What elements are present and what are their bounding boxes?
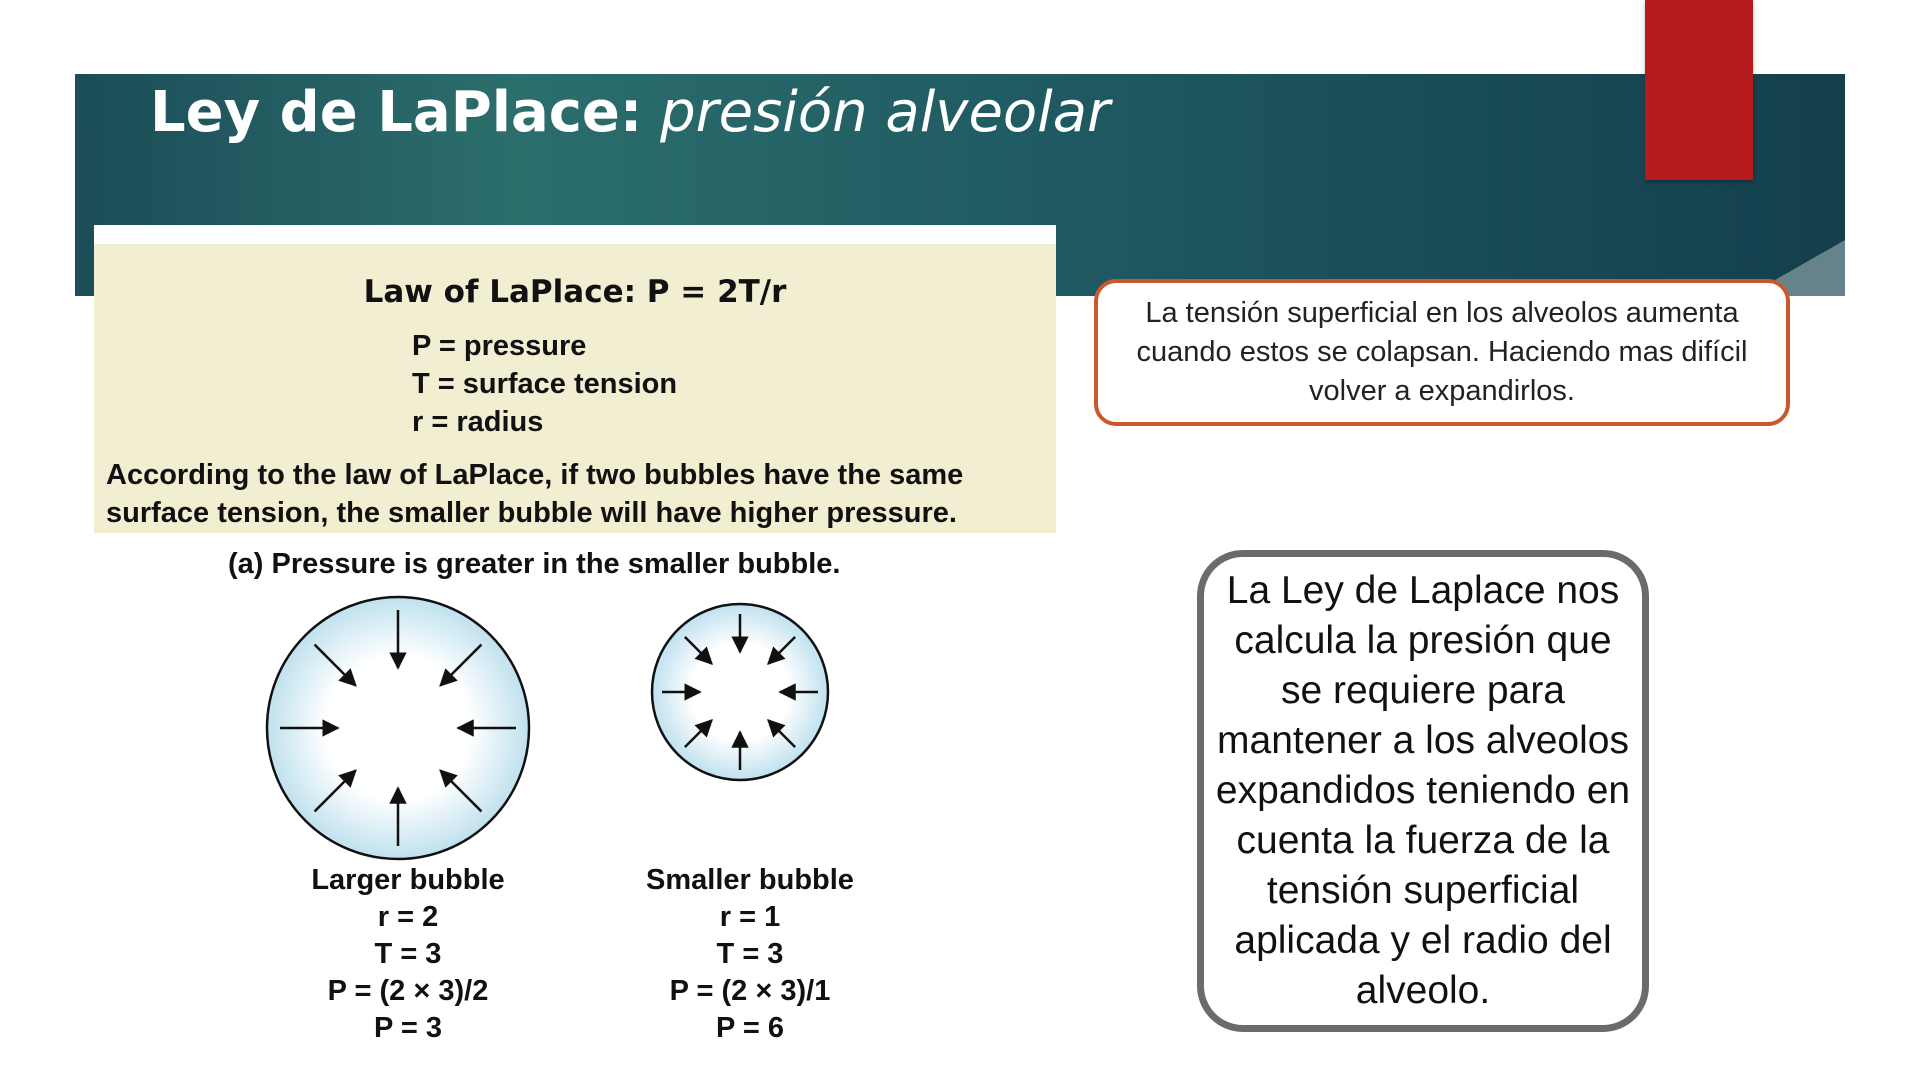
slide-title-italic: presión alveolar <box>660 80 1111 145</box>
law-definition-pressure: P = pressure <box>412 330 587 362</box>
callout-laplace-explanation <box>1197 550 1649 1032</box>
law-definition-radius: r = radius <box>412 406 544 438</box>
smaller-bubble-radius: r = 1 <box>719 901 781 933</box>
larger-bubble-name: Larger bubble <box>311 864 505 896</box>
callout-surface-tension-text: La tensión superficial en los alveolos aumenta cuando estos se colapsan. Haciendo mas difícil volver a expandirlos. <box>1136 297 1748 407</box>
larger-bubble-label <box>268 864 548 1045</box>
law-definition-tension: T = surface tension <box>412 368 678 400</box>
smaller-bubble-formula: P = (2 × 3)/1 <box>669 975 831 1007</box>
smaller-bubble-pressure: P = 6 <box>716 1012 784 1044</box>
smaller-bubble-name: Smaller bubble <box>646 864 854 896</box>
law-note: According to the law of LaPlace, if two bubbles have the same surface tension, the smaller bubble will have higher pressure. <box>106 459 964 529</box>
figure-caption-text: Pressure is greater in the smaller bubble. <box>271 548 841 580</box>
larger-bubble-formula: P = (2 × 3)/2 <box>327 975 489 1007</box>
larger-bubble-tension: T = 3 <box>374 938 442 970</box>
smaller-bubble-label <box>610 864 890 1045</box>
law-title: Law of LaPlace: P = 2T/r <box>363 274 787 310</box>
larger-bubble-pressure: P = 3 <box>374 1012 442 1044</box>
slide-title-bold: Ley de LaPlace: <box>150 80 643 145</box>
figure-caption-prefix: (a) <box>228 548 264 580</box>
callout-laplace-explanation-text: La Ley de Laplace nos calcula la presión que se requiere para mantener a los alveolos expandidos teniendo en cuenta la fuerza de la tensión superficial aplicada y el radio del alveolo. <box>1215 569 1631 1012</box>
larger-bubble-radius: r = 2 <box>377 901 439 933</box>
smaller-bubble-tension: T = 3 <box>716 938 784 970</box>
